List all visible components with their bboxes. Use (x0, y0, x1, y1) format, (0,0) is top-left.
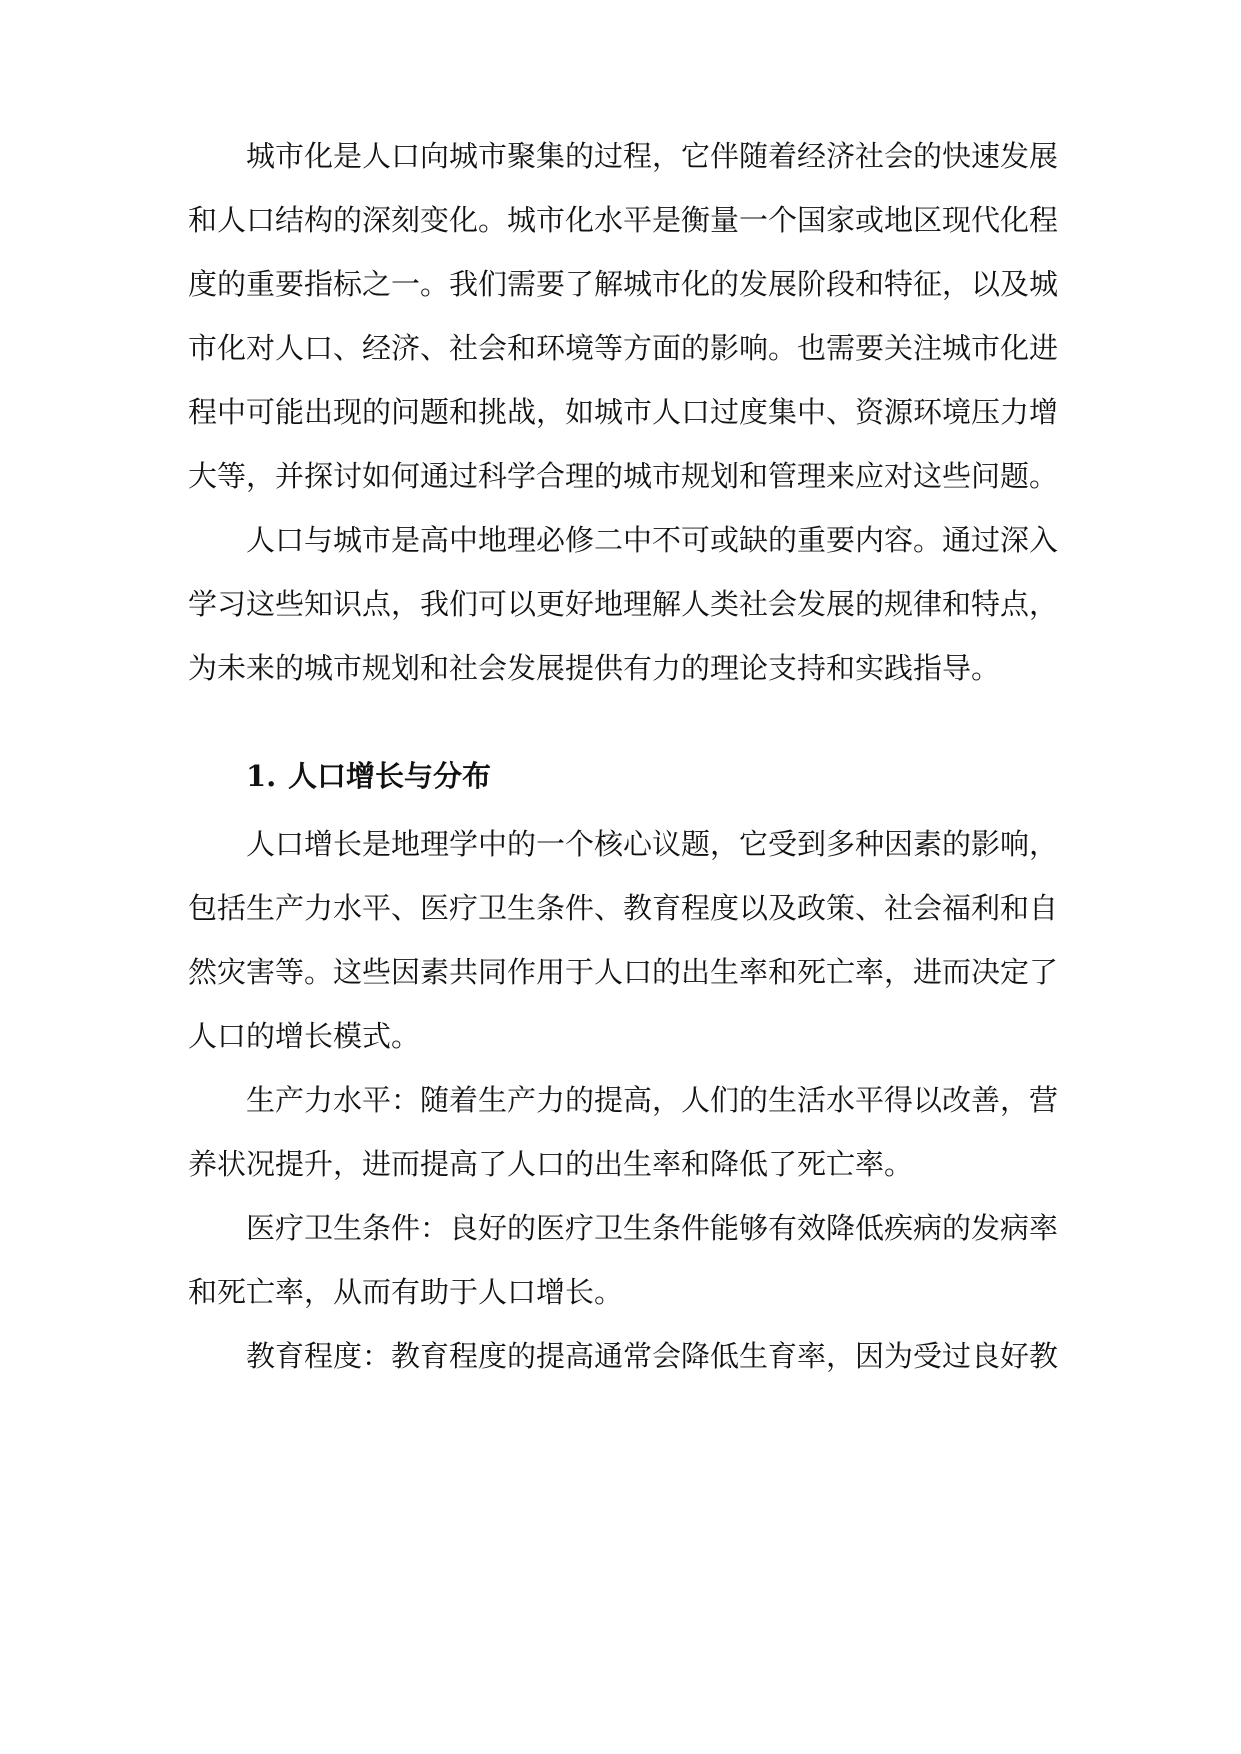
paragraph-1-line-5: 程中可能出现的问题和挑战，如城市人口过度集中、资源环境压力增 (188, 395, 1059, 429)
paragraph-2-line-3: 为未来的城市规划和社会发展提供有力的理论支持和实践指导。 (188, 651, 1001, 685)
section-paragraph-2-line-1: 生产力水平：随着生产力的提高，人们的生活水平得以改善，营 (246, 1083, 1059, 1117)
paragraph-1-line-2: 和人口结构的深刻变化。城市化水平是衡量一个国家或地区现代化程 (188, 203, 1059, 237)
section-paragraph-1-line-4: 人口的增长模式。 (188, 1019, 421, 1053)
section-paragraph-1-line-1: 人口增长是地理学中的一个核心议题，它受到多种因素的影响， (246, 827, 1059, 861)
section-paragraph-1-line-2: 包括生产力水平、医疗卫生条件、教育程度以及政策、社会福利和自 (188, 891, 1059, 925)
paragraph-2-line-2: 学习这些知识点，我们可以更好地理解人类社会发展的规律和特点， (188, 587, 1059, 621)
section-paragraph-3-line-1: 医疗卫生条件：良好的医疗卫生条件能够有效降低疾病的发病率 (246, 1211, 1059, 1245)
section-number: 1. (246, 759, 277, 793)
section-heading (246, 756, 946, 796)
section-paragraph-4-line-1: 教育程度：教育程度的提高通常会降低生育率，因为受过良好教 (246, 1339, 1059, 1373)
paragraph-1-line-1: 城市化是人口向城市聚集的过程，它伴随着经济社会的快速发展 (246, 139, 1059, 173)
paragraph-1-line-3: 度的重要指标之一。我们需要了解城市化的发展阶段和特征，以及城 (188, 267, 1059, 301)
section-title: 人口增长与分布 (288, 759, 492, 793)
paragraph-2-line-1: 人口与城市是高中地理必修二中不可或缺的重要内容。通过深入 (246, 523, 1059, 557)
section-paragraph-2-line-2: 养状况提升，进而提高了人口的出生率和降低了死亡率。 (188, 1147, 914, 1181)
paragraph-1-line-6: 大等，并探讨如何通过科学合理的城市规划和管理来应对这些问题。 (188, 459, 1059, 493)
section-paragraph-3-line-2: 和死亡率，从而有助于人口增长。 (188, 1275, 624, 1309)
section-paragraph-1-line-3: 然灾害等。这些因素共同作用于人口的出生率和死亡率，进而决定了 (188, 955, 1059, 989)
paragraph-1-line-4: 市化对人口、经济、社会和环境等方面的影响。也需要关注城市化进 (188, 331, 1059, 365)
